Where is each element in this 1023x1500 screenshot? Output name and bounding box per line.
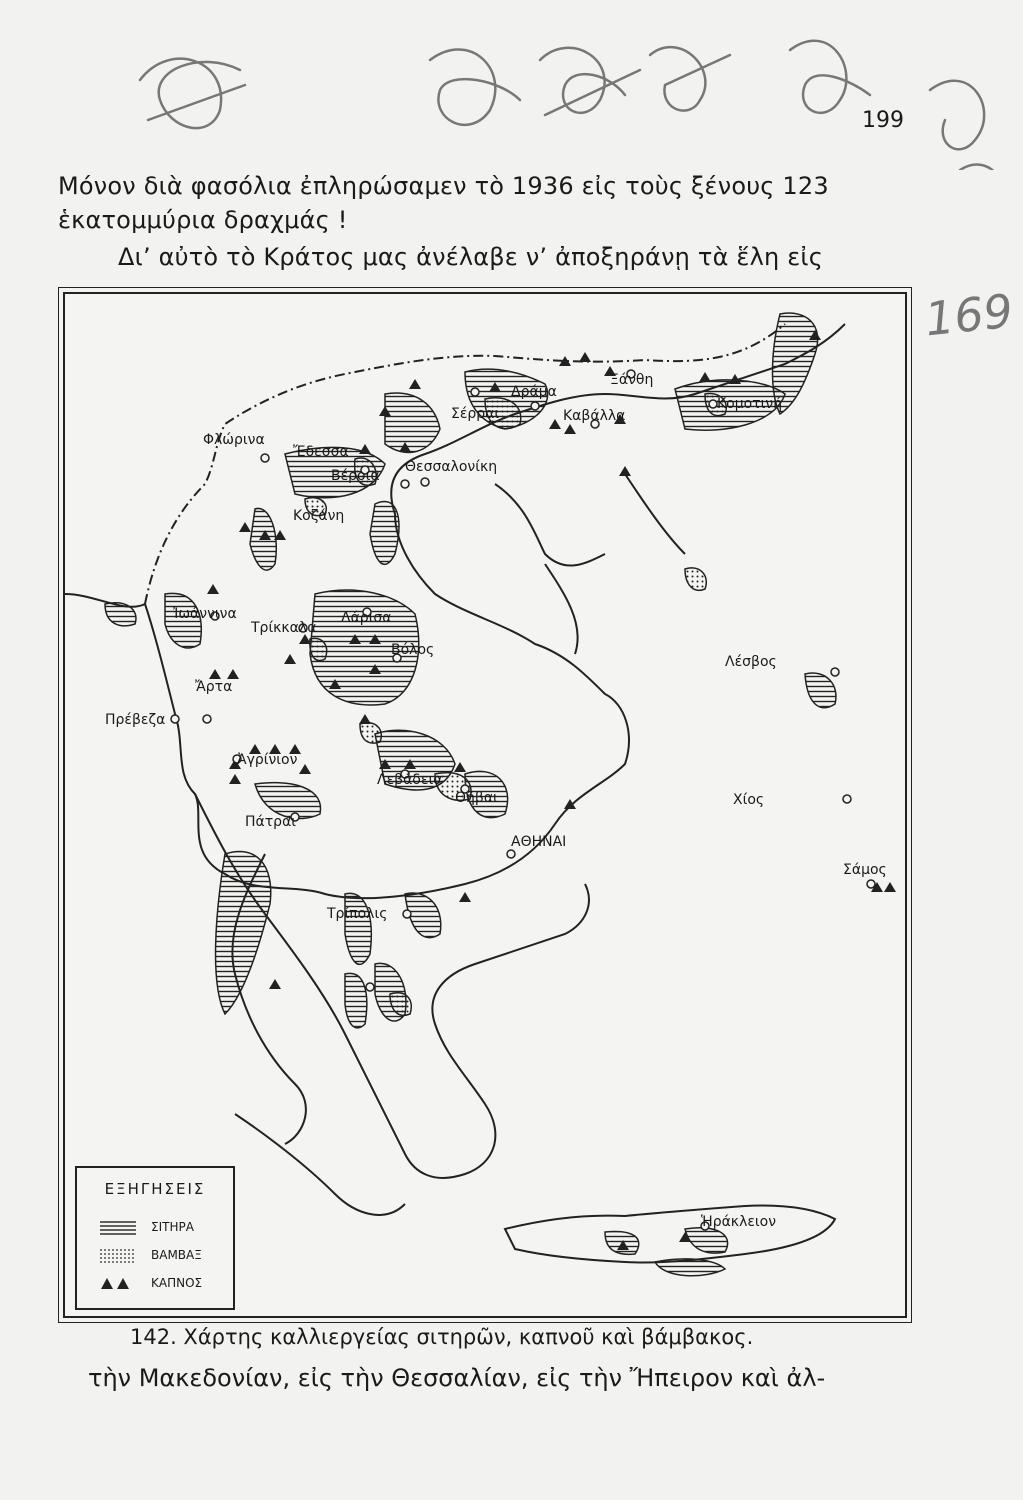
place-ioannina: Ἰωάννινα — [173, 606, 237, 622]
scribble-2 — [430, 50, 520, 125]
place-drama: Δράμα — [511, 384, 557, 400]
body-text-continuation: τὴν Μακεδονίαν, εἰς τὴν Θεσσαλίαν, εἰς τὴν Ἤπειρον καὶ ἀλ- — [88, 1364, 826, 1392]
place-komotini: Κομοτινή — [717, 396, 783, 412]
place-serrai: Σέρραι — [451, 406, 500, 422]
coastline — [65, 324, 845, 1215]
figure-caption: 142. Χάρτης καλλιεργείας σιτηρῶν, καπνοῦ καὶ βάμβακος. — [130, 1325, 754, 1349]
cotton-skyros — [685, 568, 706, 590]
wheat-peloponnese-west — [216, 851, 271, 1014]
place-arta: Ἄρτα — [195, 679, 233, 695]
place-athinai: ΑΘΗΝΑΙ — [511, 834, 567, 850]
place-irakleion: Ἡράκλειον — [701, 1214, 777, 1230]
wheat-lesvos — [805, 673, 836, 708]
place-thivai: Θῆβαι — [455, 790, 498, 806]
scribble-4 — [650, 47, 730, 111]
wheat-messenia — [345, 973, 367, 1028]
place-chios: Χίος — [733, 792, 765, 808]
place-kozani: Κοζάνη — [293, 508, 345, 524]
scribble-5 — [790, 41, 870, 113]
scribble-3 — [540, 48, 625, 113]
scribble-6 — [930, 81, 984, 150]
place-samos: Σάμος — [843, 862, 887, 878]
place-lesvos: Λέσβος — [725, 654, 777, 670]
legend-label-wheat: ΣΙΤΗΡΑ — [151, 1220, 194, 1234]
cotton-lamia — [360, 723, 381, 743]
scribble-7 — [960, 164, 1002, 170]
legend-label-tobacco: ΚΑΠΝΟΣ — [151, 1276, 203, 1290]
body-text-line-2: ἑκατομμύρια δραχμάς ! — [58, 206, 348, 234]
dotted-swatch-icon — [99, 1248, 137, 1264]
wheat-crete-heraklion — [685, 1228, 728, 1253]
place-patrai: Πάτραι — [245, 814, 297, 830]
body-text-line-3: Δι’ αὐτὸ τὸ Κράτος μας ἀνέλαβε ν’ ἀποξηράνῃ τὰ ἕλη εἰς — [118, 243, 824, 271]
place-larisa: Λάρισα — [341, 610, 392, 626]
place-preveza: Πρέβεζα — [105, 712, 166, 728]
place-veroia: Βέροια — [331, 468, 380, 484]
margin-note: 169 — [922, 283, 1016, 347]
legend-label-cotton: ΒΑΜΒΑΞ — [151, 1248, 202, 1262]
place-agrinion: Ἀγρίνιον — [237, 752, 298, 768]
page-number: 199 — [862, 108, 904, 133]
place-thessaloniki: Θεσσαλονίκη — [405, 459, 498, 475]
pencil-scribbles — [0, 0, 1023, 170]
cotton-trikala — [310, 638, 327, 660]
place-levadeia: Λεβάδεια — [377, 772, 443, 788]
triangle-swatch-icon — [99, 1276, 137, 1292]
crop-map — [63, 292, 907, 1318]
place-volos: Βόλος — [391, 642, 435, 658]
wheat-macedonia-west — [385, 393, 440, 452]
place-florina: Φλώρινα — [203, 432, 265, 448]
place-edessa: Ἔδεσσα — [293, 444, 349, 460]
place-tripolis: Τρίπολις — [327, 906, 388, 922]
body-text-line-1: Μόνον διὰ φασόλια ἐπληρώσαμεν τὸ 1936 εἰς τοὺς ξένους 123 — [58, 172, 829, 200]
hatch-swatch-icon — [99, 1220, 137, 1236]
crete-island — [505, 1206, 835, 1263]
legend-title: ΕΞΗΓΗΣΕΙΣ — [104, 1180, 206, 1198]
place-trikala: Τρίκκαλα — [251, 620, 317, 636]
scribble-1-stroke — [148, 85, 245, 120]
place-kavala: Καβάλλα — [563, 408, 626, 424]
wheat-kozani-river — [370, 501, 399, 564]
place-xanthi: Ξάνθη — [610, 372, 654, 388]
map-legend — [75, 1166, 235, 1310]
wheat-crete-south — [655, 1259, 725, 1276]
wheat-tripolis — [345, 893, 371, 964]
